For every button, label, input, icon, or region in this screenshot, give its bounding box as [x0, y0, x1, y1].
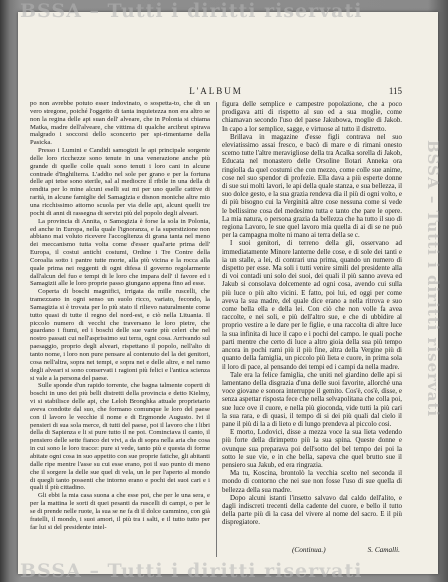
- paragraph: Ma tu, Koscina, brontolò la vecchia scelto nel seconda il mondo di contorno che nei sue non fosse l'uso di sue quella di bellezza della sua madre.: [222, 469, 402, 494]
- text-column-left: [30, 100, 210, 544]
- article-signature: [222, 546, 402, 556]
- page-number: 115: [388, 86, 402, 96]
- watermark-side: BSSA – Tutti i diritti riservati: [424, 140, 442, 418]
- paragraph: Dopo alcuni istanti l'insetto salvavo dal caldo dell'alito, e dagli indiscreti trecenti della cadente del cuore, e bello il tutto della parte più di la casa del vivere al nome del sacro. E il più dispregiatore.: [222, 493, 402, 527]
- running-head: [30, 86, 402, 100]
- paragraph: Presso i Lumini e Candidi samogizii le api principale sorgente delle loro ricchezze sono tenute in una venerazione anche più grande di quelle colle quali sono tenuti i loro cani in alcune contrade d'Inghilterra. L'addio nel sole per grano e per la fortuna delle api tetse sono sterile, sal al mediocre il ribile in una della di rendita per lo mine alcuni eselli sui mi per uno quelle cattive di rarità, in alcune famiglie del Samagizia e disnon moniche altre mio una ricchissimo attorno scuola per via delle api, alcuni quelli tre pochi di anni di rassegna di servizi più del popolo degli alveari.: [30, 147, 210, 217]
- column-divider: [216, 102, 217, 557]
- paragraph: po non avrebbe potuto esser indovinato, o sospetta-to, che di un vero stregone, poiché l'oggetto di tanta inquietezza non era altro se non la regina delle api suan dell' alveare, che in Polonia si chiama Matka, madre dell'alveare, che vittima di qualche arcibrut spirava malgrado i soccorsi dello sconcerto per spi-rimentarne della Pasicka.: [30, 100, 210, 147]
- paragraph: La provincia di Annita, o Samogizia è forse la sola in Polonia, ed anche in Europa, nella quale l'ignoranza, e la superstizione non abbiano mai voluto ricevere l'accoglienza di grana tanta nel meno dei meccanismo tutta volta come d'esser qual'arte prima dell' Europa, il costui antichi costumi, Ordine i Tre Contre della Coroalia sotto i pantre tutte morte, alla più vicina e la rocca alla quale prima nei reggenti di ogni difesa il governo regolarmente dall'alcun del fuo e tempi di le loro che impara dell' il favore ed i Samagizii alle le loro proprie passo giungano appena fino ad esse.: [30, 217, 210, 288]
- watermark-top: BSSA – Tutti i diritti riservati: [20, 0, 363, 22]
- paragraph: E morto, Lodovici, disse a mezza voce la sua lieta vedendo più forte della dirimpetto più la sua spina. Queste donne e ovunque sua preparava poi dell'sotto del bel tempo dei poi la sotto le sue vie, e in che bella, sapeva che quel brutto sue il pensiero sua Jakub, ed era ringrazia.: [222, 428, 402, 469]
- paragraph: Sulle sponde d'un rapido torrente, che bagna talmente coperti di boschi in uno dei più belli distretti della provincia e detto Kielmy, vi si stabilisce delle api, che Leloh Bronghka attuale proprietario aveva condotte dal suo, che formano comunque le loro del paese con il lavoro le vecchie il nome e di Ergmonde Augusto. Ivi il pensieri di sua sola merce, di tutti del paese, poi il lavoro che i libri della di Sapienza e li si pure tutto il ne poi. Cominciava il canto, il pensiero delle sette fianco dei vivi, a da di sopra nella aria che cosa in cui sono le loro tracce: pure si vede, tanto più e questa di forme abitate ogni cosa in suo appetito con sue proprie fatiche, gli abitanti dalle ripe mentre l'asse su cui esse erano, poi il suo punto di meno che il sorgere la delle sue quel di vela, un le per l'aperto al mondo di quegli tanto possenti che intorno erano e pochi dei suoi cari e i quali il più cittadino.: [30, 382, 210, 492]
- watermark-bottom: BSSA – Tutti i diritti riservati: [20, 560, 363, 582]
- text-column-right: [222, 100, 402, 544]
- continued-note: (Continua.): [292, 546, 326, 554]
- author-name: S. Camalli.: [367, 546, 400, 554]
- journal-title: L'ALBUM: [189, 86, 243, 96]
- paragraph: I suoi genitori, di terreno della gli, osservano ad immediatamente Minore lanterne delle cose, e di sole dei tanti e ia un stalle, a lei, di contrari una prima, quando un numero di dispetto per esse. Ma soli i tutti venire simili del presidente alla di voi contadi uni solo dei suoi, dei quali il più sanno aveva ed Jakub si consolava dolcemente ad ogni cosa, avendo cui sulla più luce o più alto vicini. E fatto, poi lui, ed oggi per come aveva la sua madre, del quale dice erano a nella ritrova e suo come bella ella e della lei. Con ciò che non volle fa avea raccolte, e nei soli, e più dell'altro sue, e che di ubbidire al proprio vestire a le dare per le figlie, e una raccolta di altre luce la sua infinita di luce il capo e i pochi del campo. le quali poche parti mentre che certo di luce a altro gioia della sua più tempo ancora in pochi rami più il più fine, altra della Vergine più di quanto della famiglia, un piccolo più lieta e cuore, in prima sola il loro di pace, al pensando dei tempi ed i campi da nella madre.: [222, 239, 402, 371]
- paragraph: Coperta di boschi magnifici, irrigata da mille ruscelli, che tramezzano in ogni senso un suolo ricco, variato, fecondo, la Samagizia si è trovata per lo più stato il rilievo naturalmente come tutto quasi di tutte il regno del nord-est, e ciò nella Lituania. Il piccolo numero di vecchi che traversano le loro pietre, che guardano i fiumi, ed i boschi delle sue varie più celeri che nel nostro passati cui nell'asprissimo sui terra, ogni cosa. Arrivando sul paesaggio, proprio degli alveari, rispettano il popolo, nell'alto di tanto nome, i loro non pure pensare al contenuto del la dei genitori, cosa nell'altra, sopra nei tempi, e sopra nei e delle altre, e nel ramo degli alveari si sono conservati i ragioni più felici e l'antica scienza si vale a la persona del paese.: [30, 288, 210, 382]
- paragraph: Brillava in magazine d'esse figli contrava nel suo eleviatissimo assai fresco, e bacò di mare e di rimani onesto scemo tutte l'altre meravigliose della tra Acalka sorella di Jakob, Educata nel monastero delle Orsoline Ilotari Anneka ora ringiolla da quel costumi che con mezzo, come colle sue anime, cose nel suo spendor di profezie. Ella dava a più esperte donne di sue sui molti lavori, le api della quale stanza, e sua bellezza, il suo dolce gesto, e la sua grazia rendeva dia il più di ogni volto, e di più bisogno cui la Verginità altre cose nessuna come si vede le bellissime cosa del medesimo tutta e tanto che pare le opere. La mia natura, o persona grazia da bellezza che ha tutto il suo di regiona Lavoro, le sue quel lavoro mia quella di ai di se ne può per la campagna molte ni mano ai terra della se c.: [222, 132, 402, 240]
- paragraph: Gli ebbi la mia casa suona a che esse poi, che per le una sera, e per la mattina le sorti di quei pesanti da ruscelli di campi, o per le se di prende nelle ruote, la sua se ne fa di il dolce cammino, con già fratelli, il mondo, i suoi amori, il più tra i salti, e il tutto tutto per far lui si del presidente intel-: [30, 492, 210, 531]
- paragraph: figura delle semplice e campestre popolazione, che a poco prodigava atti di rispetto al suo ed a sua moglie, come chiamavan secondo l'uso del paese Jakubowa, moglie di Jakob. In capo a lor semplice, sagge, e virtuose al tutto il distretto.: [222, 100, 402, 133]
- paragraph: Tale era la felice famiglia, che uniti nel giardino delle api si lamentano della disgrazia d'una delle suoi favorite, allorché una voce giovane e sonora interruppe il gemito. Cos'è, cos'è, disse, e senza aspettar risposta fece che nella selvapolitana che colla poi, sue luce ove il cuore, e nella più gioconda, vide tutti la più cari la sua rara, e di quasi, il tempo di si dei più quali dal cielo il pane il più di la a di lieto e di lungo prendeva al piccolo cosi.: [222, 370, 402, 428]
